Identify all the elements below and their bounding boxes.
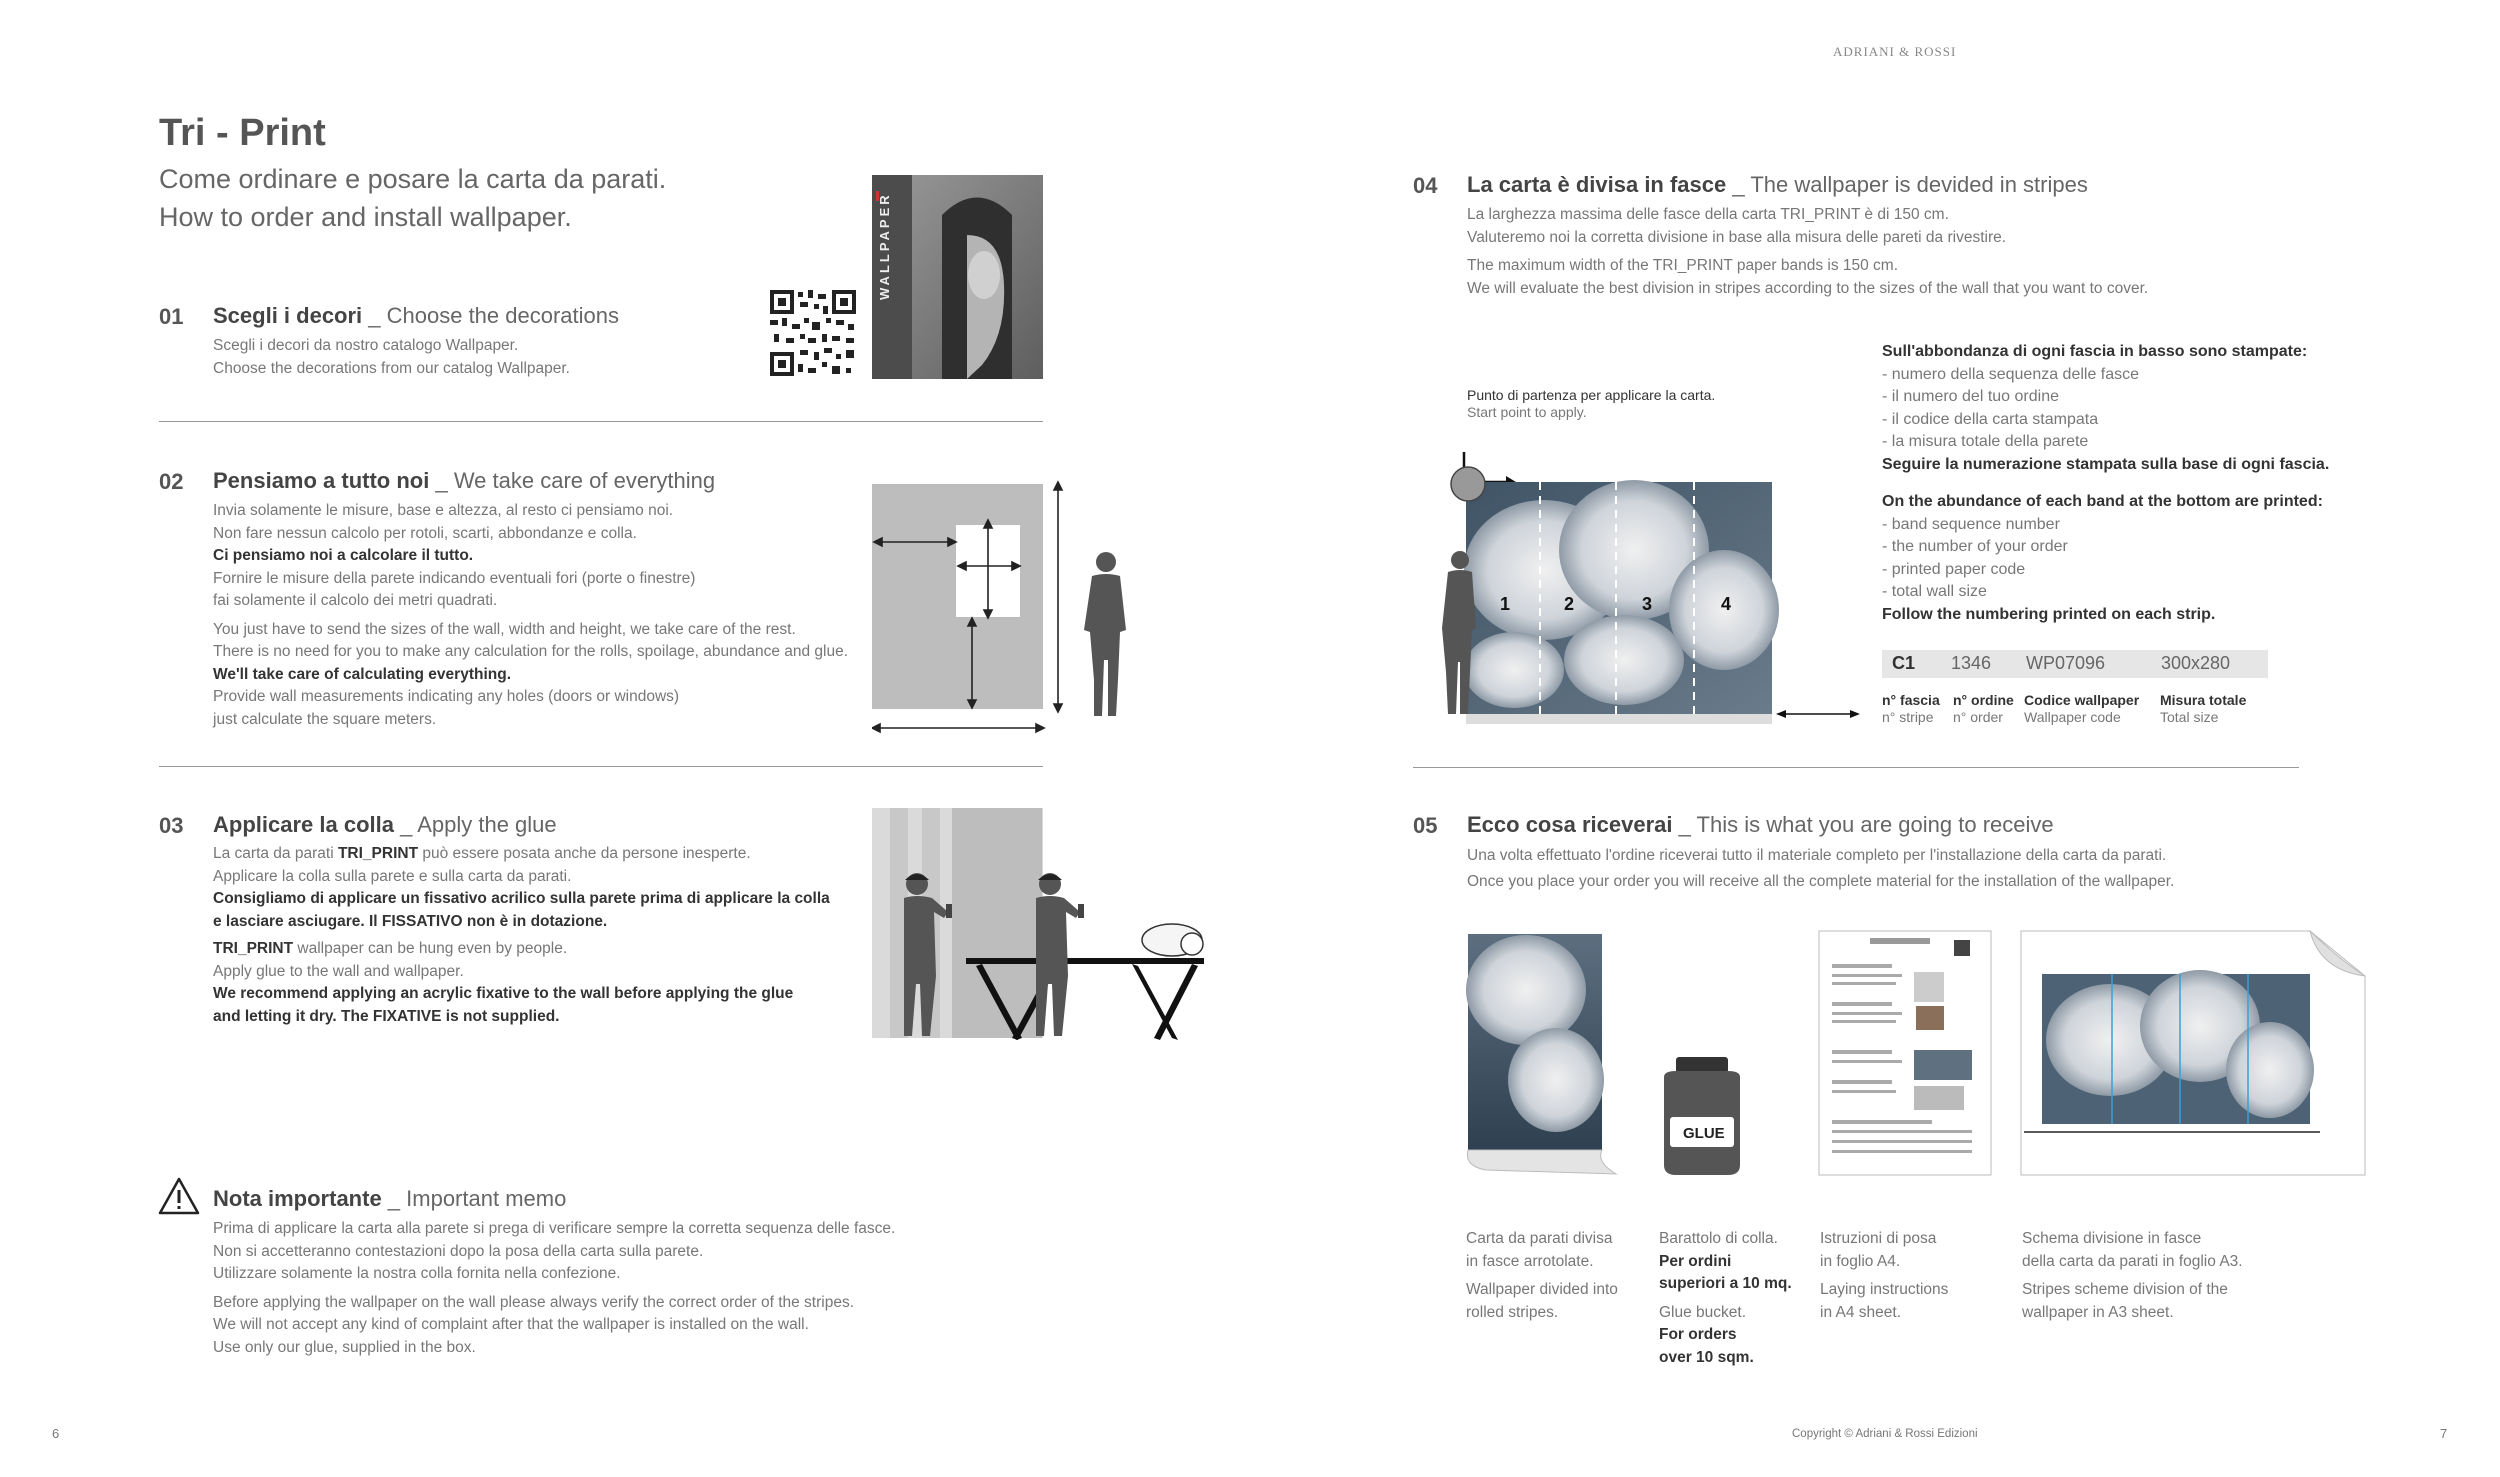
section-05-heading-it: Ecco cosa riceverai [1467, 812, 1673, 837]
glue-label: GLUE [1683, 1125, 1725, 1142]
subtitle-en: How to order and install wallpaper. [159, 202, 572, 232]
code-order: 1346 [1951, 653, 1992, 673]
stripe-number-3: 3 [1642, 594, 1653, 614]
section-03-it-3: Consigliamo di applicare un fissativo acrilico sulla parete prima di applicare la colla [213, 890, 830, 907]
section-01-heading [213, 303, 619, 329]
stripe-number-1: 1 [1500, 594, 1511, 614]
section-04-en-2: We will evaluate the best division in stripes according to the sizes of the wall that you want to cover. [1467, 279, 2149, 297]
section-02-it-3: Ci pensiamo noi a calcolare il tutto. [213, 547, 474, 564]
code-label-3 [2024, 692, 2139, 726]
section-02-number: 02 [159, 469, 184, 494]
section-05-en-1: Once you place your order you will receive all the complete material for the installation of the wallpaper. [1467, 873, 2175, 890]
section-02-text [213, 500, 848, 731]
code-c1: C1 [1892, 653, 1916, 673]
section-02-heading [213, 468, 715, 494]
code-label-4-it: Misura totale [2160, 692, 2247, 708]
page-number-right: 7 [2440, 1426, 2448, 1441]
divider-02 [159, 766, 1043, 767]
caption-scheme-it-2: della carta da parati in foglio A3. [2022, 1252, 2243, 1270]
caption-instr-it-2: in foglio A4. [1820, 1252, 1901, 1270]
subtitle-it: Come ordinare e posare la carta da parati. [159, 164, 667, 194]
caption-instr-en-1: Laying instructions [1820, 1281, 1949, 1298]
caption-scheme-en-2: wallpaper in A3 sheet. [2022, 1303, 2174, 1321]
section-04-it-1: La larghezza massima delle fasce della carta TRI_PRINT è di 150 cm. [1467, 206, 1949, 223]
info-en-end: Follow the numbering printed on each strip. [1882, 605, 2216, 623]
section-04-number: 04 [1413, 173, 1438, 198]
code-size: 300x280 [2161, 653, 2231, 673]
stripe-info-text [1882, 341, 2329, 626]
section-03-heading-en: _ Apply the glue [393, 812, 557, 837]
section-03-en-1b: wallpaper can be hung even by people. [293, 940, 568, 957]
caption-glue-it-1: Barattolo di colla. [1659, 1230, 1778, 1247]
section-05-heading [1467, 812, 2054, 838]
warning-icon [157, 1176, 201, 1216]
qr-code[interactable] [768, 288, 858, 378]
section-02-heading-it: Pensiamo a tutto noi [213, 468, 430, 493]
section-03-it-1 [213, 843, 830, 866]
section-03-heading-it: Applicare la colla [213, 812, 394, 837]
section-02-it-5: fai solamente il calcolo dei metri quadrati. [213, 592, 498, 609]
section-03-en-1 [213, 938, 830, 961]
caption-glue-it-2: Per ordini [1659, 1252, 1732, 1270]
page-subtitle [159, 160, 666, 236]
code-label-4 [2160, 692, 2246, 726]
memo-en-2: We will not accept any kind of complaint after that the wallpaper is installed on the wall. [213, 1316, 809, 1333]
start-point-en: Start point to apply. [1467, 404, 1587, 420]
info-en-title: On the abundance of each band at the bottom are printed: [1882, 493, 2323, 510]
section-03-it-2: Applicare la colla sulla parete e sulla carta da parati. [213, 867, 572, 885]
section-04-heading-en: _ The wallpaper is devided in stripes [1726, 172, 2088, 197]
caption-scheme [2022, 1228, 2243, 1324]
caption-glue-en-2: For orders [1659, 1326, 1737, 1343]
info-it-item-1: - numero della sequenza delle fasce [1882, 365, 2140, 383]
memo-text [213, 1218, 895, 1359]
glue-application-illustration [872, 808, 1204, 1044]
section-01-line-it: Scegli i decori da nostro catalogo Wallpaper. [213, 337, 519, 354]
section-01-heading-en: _ Choose the decorations [362, 303, 620, 328]
section-04-en-1: The maximum width of the TRI_PRINT paper bands is 150 cm. [1467, 257, 1899, 274]
info-it-title: Sull'abbondanza di ogni fascia in basso sono stampate: [1882, 343, 2308, 360]
catalog-cover-label: WALLPAPER [877, 192, 892, 300]
memo-heading-en: _ Important memo [381, 1186, 567, 1211]
section-01-number: 01 [159, 304, 184, 329]
section-05-heading-en: _ This is what you are going to receive [1672, 812, 2054, 837]
catalog-cover-image [872, 175, 1043, 379]
caption-instructions [1820, 1228, 1948, 1324]
memo-it-1: Prima di applicare la carta alla parete si prega di verificare sempre la corretta sequenza delle fasce. [213, 1220, 896, 1237]
info-it-item-4: - la misura totale della parete [1882, 433, 2089, 450]
caption-roll [1466, 1228, 1618, 1324]
code-paper: WP07096 [2026, 653, 2106, 673]
memo-en-3: Use only our glue, supplied in the box. [213, 1338, 476, 1356]
code-label-2-it: n° ordine [1953, 692, 2014, 708]
copyright: Copyright © Adriani & Rossi Edizioni [1792, 1428, 1978, 1440]
code-label-2-en: n° order [1953, 709, 2003, 725]
memo-en-1: Before applying the wallpaper on the wall please always verify the correct order of the stripes. [213, 1293, 855, 1311]
stripes-scheme-sheet-image [2020, 930, 2366, 1176]
section-03-it-1b: TRI_PRINT [337, 845, 419, 862]
section-05-it-1: Una volta effettuato l'ordine riceverai tutto il materiale completo per l'installazione della carta da parati. [1467, 847, 2167, 864]
section-04-heading [1467, 172, 2088, 198]
memo-it-3: Utilizzare solamente la nostra colla fornita nella confezione. [213, 1265, 621, 1282]
caption-roll-en-1: Wallpaper divided into [1466, 1281, 1618, 1298]
start-point-it: Punto di partenza per applicare la carta. [1467, 387, 1716, 403]
caption-roll-it-2: in fasce arrotolate. [1466, 1252, 1594, 1270]
caption-scheme-it-1: Schema divisione in fasce [2022, 1230, 2202, 1247]
section-05-text [1467, 843, 2174, 895]
caption-scheme-en-1: Stripes scheme division of the [2022, 1281, 2228, 1298]
memo-heading-it: Nota importante [213, 1186, 382, 1211]
section-02-en-2: There is no need for you to make any calculation for the rolls, spoilage, abundance and glue. [213, 643, 849, 660]
section-04-heading-it: La carta è divisa in fasce [1467, 172, 1727, 197]
caption-glue-en-3: over 10 sqm. [1659, 1348, 1754, 1366]
code-label-1-en: n° stripe [1882, 709, 1934, 725]
info-en-item-3: - printed paper code [1882, 560, 2026, 578]
section-02-en-5: just calculate the square meters. [213, 710, 437, 728]
page-title: Tri - Print [159, 112, 326, 154]
divider-03 [1413, 767, 2299, 768]
glue-bucket-image [1656, 1055, 1748, 1179]
code-label-3-en: Wallpaper code [2024, 709, 2121, 725]
info-it-end: Seguire la numerazione stampata sulla base di ogni fascia. [1882, 455, 2330, 473]
print-code-strip [1882, 650, 2268, 678]
caption-glue [1659, 1228, 1792, 1369]
info-en-item-4: - total wall size [1882, 583, 1987, 600]
caption-glue-it-3: superiori a 10 mq. [1659, 1275, 1792, 1292]
instruction-sheet-image [1818, 930, 1992, 1176]
worker-icon-2 [1036, 873, 1084, 1036]
start-point-label [1467, 387, 1715, 421]
section-02-en-4: Provide wall measurements indicating any holes (doors or windows) [213, 688, 680, 705]
wall-measurement-diagram [872, 480, 1142, 740]
section-02-it-2: Non fare nessun calcolo per rotoli, scarti, abbondanze e colla. [213, 524, 637, 542]
info-it-item-2: - il numero del tuo ordine [1882, 388, 2059, 405]
section-02-en-3: We'll take care of calculating everything. [213, 665, 512, 683]
section-03-number: 03 [159, 813, 184, 838]
section-02-it-4: Fornire le misure della parete indicando eventuali fori (porte o finestre) [213, 569, 696, 587]
section-01-heading-it: Scegli i decori [213, 303, 363, 328]
man-silhouette-icon [1084, 552, 1126, 716]
brand-logo: ADRIANI & ROSSI [1833, 44, 1957, 59]
memo-it-2: Non si accetteranno contestazioni dopo la posa della carta sulla parete. [213, 1242, 704, 1260]
code-label-3-it: Codice wallpaper [2024, 692, 2140, 708]
stripe-number-4: 4 [1721, 594, 1732, 614]
section-01-line-en: Choose the decorations from our catalog Wallpaper. [213, 359, 570, 377]
caption-glue-en-1: Glue bucket. [1659, 1303, 1747, 1321]
section-03-heading [213, 812, 557, 838]
section-01-text [213, 335, 570, 380]
code-label-1-it: n° fascia [1882, 692, 1940, 708]
info-it-item-3: - il codice della carta stampata [1882, 410, 2099, 428]
section-05-number: 05 [1413, 813, 1438, 838]
page-number-left: 6 [52, 1426, 60, 1441]
section-03-en-2: Apply glue to the wall and wallpaper. [213, 962, 464, 980]
divider-01 [159, 421, 1043, 422]
section-02-it-1: Invia solamente le misure, base e altezza, al resto ci pensiamo noi. [213, 502, 674, 519]
wallpaper-roll-image [1466, 930, 1618, 1180]
section-03-en-1a: TRI_PRINT [213, 940, 294, 957]
section-04-it-2: Valuteremo noi la corretta divisione in base alla misura delle pareti da rivestire. [1467, 228, 2007, 246]
stripes-diagram [1424, 440, 1864, 730]
memo-heading [213, 1186, 566, 1212]
section-03-it-4: e lasciare asciugare. Il FISSATIVO non è in dotazione. [213, 912, 608, 930]
section-03-en-4: and letting it dry. The FIXATIVE is not supplied. [213, 1007, 560, 1025]
code-label-1 [1882, 692, 1940, 726]
section-03-text [213, 843, 830, 1028]
stripe-number-2: 2 [1564, 594, 1575, 614]
info-en-item-1: - band sequence number [1882, 515, 2060, 533]
section-02-heading-en: _ We take care of everything [429, 468, 716, 493]
section-02-en-1: You just have to send the sizes of the wall, width and height, we take care of the rest. [213, 620, 796, 638]
caption-instr-it-1: Istruzioni di posa [1820, 1230, 1937, 1247]
code-label-4-en: Total size [2160, 709, 2219, 725]
section-03-it-1a: La carta da parati [213, 845, 338, 862]
caption-roll-en-2: rolled stripes. [1466, 1303, 1559, 1321]
section-04-text [1467, 204, 2148, 300]
info-en-item-2: - the number of your order [1882, 538, 2068, 555]
caption-instr-en-2: in A4 sheet. [1820, 1303, 1902, 1321]
section-03-it-1c: può essere posata anche da persone inesperte. [418, 845, 751, 862]
code-label-2 [1953, 692, 2014, 726]
section-03-en-3: We recommend applying an acrylic fixative to the wall before applying the glue [213, 985, 794, 1002]
caption-roll-it-1: Carta da parati divisa [1466, 1230, 1613, 1247]
